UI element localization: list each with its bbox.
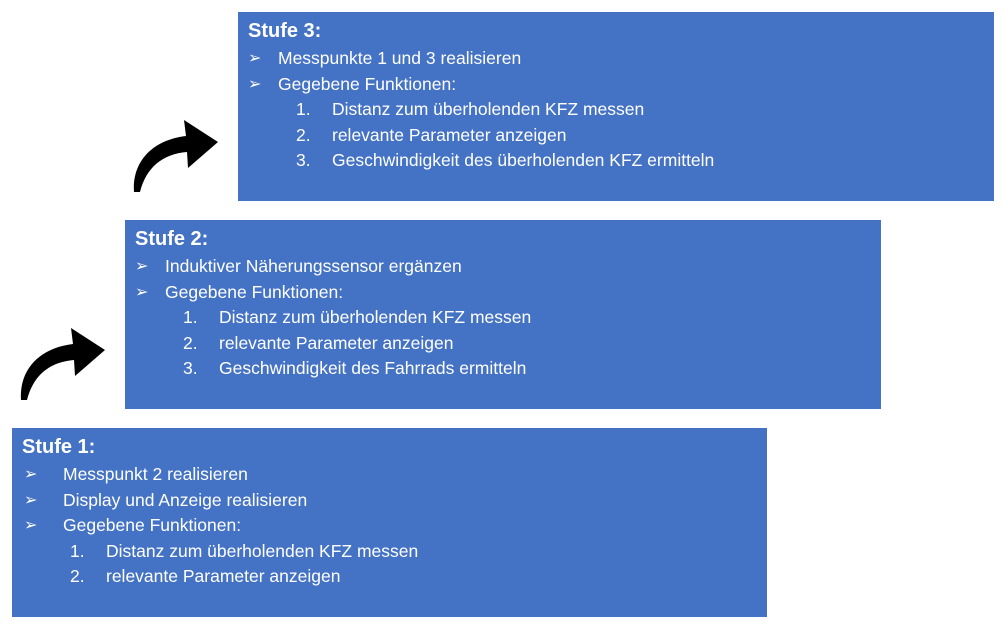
bullet-text: Gegebene Funktionen:: [63, 515, 242, 535]
stage-1-title: Stufe 1:: [22, 436, 96, 458]
stage-2-function-3: [135, 356, 871, 382]
stage-2-box: [125, 220, 881, 409]
stage-3-function-3: [248, 148, 984, 174]
stage-2-function-2: [135, 331, 871, 357]
stage-3-bullet-1: [248, 46, 984, 72]
bullet-arrow-icon: ➢: [135, 258, 149, 275]
bullet-arrow-icon: ➢: [248, 50, 262, 67]
list-number: 2.: [296, 124, 311, 145]
bullet-arrow-icon: ➢: [24, 517, 38, 534]
list-number: 2.: [70, 566, 85, 586]
stage-3-bullet-2: [248, 72, 984, 98]
function-text: Geschwindigkeit des Fahrrads ermitteln: [219, 358, 527, 378]
list-number: 3.: [296, 150, 311, 170]
list-number: 1.: [70, 540, 85, 561]
stage-1-function-2: [22, 564, 757, 590]
function-text: relevante Parameter anzeigen: [332, 124, 567, 145]
stage-1-function-1: [22, 539, 757, 565]
function-text: Distanz zum überholenden KFZ messen: [219, 307, 532, 327]
list-number: 1.: [296, 99, 311, 119]
bullet-arrow-icon: ➢: [135, 283, 149, 301]
stage-1-bullet-2: [22, 488, 757, 514]
curved-arrow-icon: [128, 116, 222, 201]
stage-1-box: [12, 428, 767, 617]
list-number: 2.: [183, 332, 198, 353]
stage-2-bullet-1: [135, 254, 871, 280]
bullet-text: Induktiver Näherungssensor ergänzen: [165, 256, 462, 276]
bullet-text: Display und Anzeige realisieren: [63, 489, 308, 510]
bullet-arrow-icon: ➢: [24, 466, 38, 483]
stage-1-bullet-3: [22, 513, 757, 539]
stage-3-function-2: [248, 123, 984, 149]
bullet-text: Messpunkte 1 und 3 realisieren: [278, 48, 522, 68]
curved-arrow-icon: [15, 324, 109, 409]
function-text: Distanz zum überholenden KFZ messen: [332, 99, 645, 119]
stage-3-box: [238, 12, 994, 201]
function-text: relevante Parameter anzeigen: [106, 566, 341, 586]
bullet-text: Gegebene Funktionen:: [278, 73, 457, 94]
stage-3-title: Stufe 3:: [248, 20, 322, 42]
bullet-arrow-icon: ➢: [248, 75, 262, 93]
stage-1-bullet-1: [22, 462, 757, 488]
stage-2-function-1: [135, 305, 871, 331]
stage-2-title: Stufe 2:: [135, 228, 209, 250]
function-text: Distanz zum überholenden KFZ messen: [106, 540, 419, 561]
stage-2-bullet-2: [135, 280, 871, 306]
function-text: Geschwindigkeit des überholenden KFZ ermitteln: [332, 150, 715, 170]
stage-3-function-1: [248, 97, 984, 123]
list-number: 3.: [183, 358, 198, 378]
bullet-arrow-icon: ➢: [24, 491, 38, 509]
list-number: 1.: [183, 307, 198, 327]
bullet-text: Messpunkt 2 realisieren: [63, 464, 248, 484]
function-text: relevante Parameter anzeigen: [219, 332, 454, 353]
bullet-text: Gegebene Funktionen:: [165, 281, 344, 302]
